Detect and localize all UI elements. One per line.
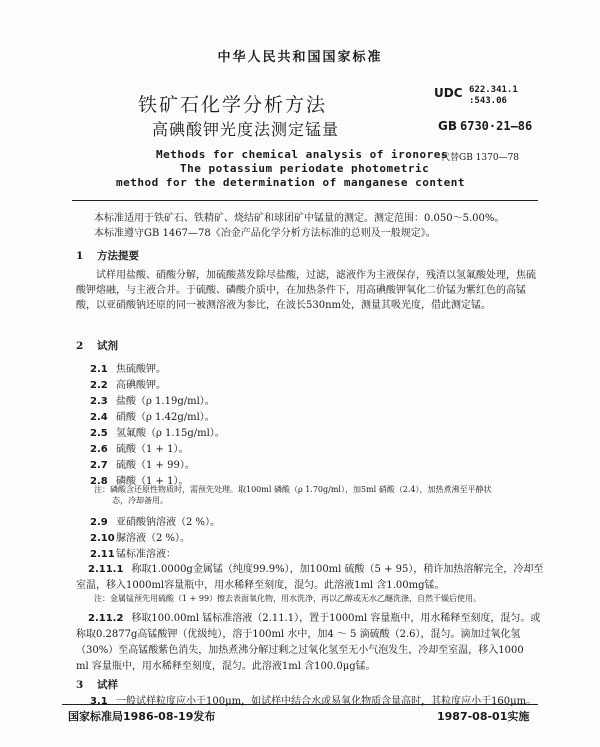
effective-date: 1987-08-01实施 xyxy=(437,710,530,723)
udc-code xyxy=(469,85,518,107)
reagent-item: 2.1 焦硫酸钾。 xyxy=(90,364,166,375)
section-2-num: 2 xyxy=(76,340,84,352)
manganese-std-2112-line2: 称取0.2877g高锰酸钾（优级纯），溶于100ml 水中，加4 ～ 5 滴硫酸（2.6），混匀。滴加过氧化氢 xyxy=(76,629,521,640)
header-divider xyxy=(72,200,538,201)
udc-code-line2: :543.06 xyxy=(469,96,507,106)
reagent-item: 2.2 高碘酸钾。 xyxy=(90,380,166,391)
title-line-1: 铁矿石化学分析方法 xyxy=(138,94,328,116)
section-3-num: 3 xyxy=(76,679,84,691)
title-line-2: 高碘酸钾光度法测定锰量 xyxy=(152,120,340,139)
reagent-item: 2.6 硫酸（1 + 1）。 xyxy=(90,444,189,455)
manganese-std-2111-line2: 室温，移入1000ml容量瓶中，用水稀释至刻度，混匀。此溶液1ml 含1.00mg锰。 xyxy=(76,580,445,591)
udc-code-line1: 622.341.1 xyxy=(469,85,518,95)
issue-date: 国家标准局1986-08-19发布 xyxy=(68,710,216,723)
section-3-title: 试样 xyxy=(96,679,118,691)
reagent-item: 2.8 磷酸（1 + 1）。 xyxy=(90,476,189,487)
english-title-line1: Methods for chemical analysis of ironores xyxy=(156,148,449,161)
reagent-item: 2.11锰标准溶液： xyxy=(90,549,176,560)
manganese-std-2112-line1: 2.11.2 移取100.00ml 锰标准溶液（2.11.1），置于1000ml 容量瓶中，用水稀释至刻度，混匀。或 xyxy=(88,613,541,624)
standard-name: 中华人民共和国国家标准 xyxy=(217,50,383,65)
section-1-title: 方法提要 xyxy=(96,250,139,262)
manganese-metal-note: 注：金属锰预先用硫酸（1 + 99）擦去表面氧化物，用水洗净，再以乙醇或无水乙醚洗涤，自然干燥后使用。 xyxy=(94,594,482,603)
clause-3-1-text: 一般试样粒度应小于100μm，如试样中结合水或易氧化物质含量高时，其粒度应小于160μm。 xyxy=(116,696,537,707)
clause-2111-num: 2.11.1 xyxy=(88,564,124,575)
section-2-heading xyxy=(76,338,118,353)
manganese-std-2111-line1: 2.11.1 称取1.0000g金属锰（纯度99.9%），加100ml 硫酸（5 + 95），稍许加热溶解完全，冷却至 xyxy=(88,564,544,575)
reagent-item: 2.9 亚硝酸钠溶液（2 %）。 xyxy=(90,517,221,528)
gb-code: 6730·21—86 xyxy=(460,119,533,133)
intro-scope: 本标准适用于铁矿石、铁精矿、烧结矿和球团矿中锰量的测定。测定范围：0.050～5.00%。 xyxy=(94,213,505,224)
clause-3-1-num: 3.1 xyxy=(90,696,108,707)
reagent-item: 2.7 硫酸（1 + 99）。 xyxy=(90,460,195,471)
section-1-text: 试样用盐酸、硝酸分解，加硫酸蒸发除尽盐酸，过滤，滤液作为主液保存，残渣以氢氟酸处理，焦硫酸钾熔融，与主液合并。于硫酸、磷酸介质中，在加热条件下，用高碘酸钾氧化二价锰为紫红色的高锰酸，以亚硝酸钠还原的同一被测溶液为参比，在波长530nm处，测量其吸光度，借此测定锰。 xyxy=(76,270,536,311)
section-1-heading xyxy=(76,248,139,263)
udc-label: UDC xyxy=(434,86,463,100)
reagent-list-2 xyxy=(90,510,220,558)
reagent-item: 2.10脲溶液（2 %）。 xyxy=(90,533,191,544)
english-title-line2: The potassium periodate photometric xyxy=(180,162,430,175)
section-2-title: 试剂 xyxy=(96,340,118,352)
reagent-list xyxy=(90,357,225,485)
phosphoric-acid-note-line1: 注：磷酸含还原性物质时，需预先处理。取100ml 磷酸（ρ 1.70g/ml），加5ml 硝酸（2.4），加热煮沸至平静状 xyxy=(94,485,492,494)
manganese-std-2112-line3: （30%）至高锰酸紫色消失，加热煮沸分解过剩之过氧化氢至无小气泡发生，冷却至室温，移入1000 xyxy=(76,645,524,656)
footer-divider xyxy=(62,704,538,705)
intro-compliance: 本标准遵守GB 1467—78《冶金产品化学分析方法标准的总则及一般规定》。 xyxy=(94,228,436,239)
gb-label: GB xyxy=(438,119,457,133)
phosphoric-acid-note-line2: 态，冷却备用。 xyxy=(112,496,168,505)
reagent-item: 2.3 盐酸（ρ 1.19g/ml）。 xyxy=(90,396,215,407)
manganese-std-2112-line4: ml 容量瓶中，用水稀释至刻度，混匀。此溶液1ml 含100.0μg锰。 xyxy=(76,661,376,672)
section-1-num: 1 xyxy=(76,250,84,262)
clause-2112-num: 2.11.2 xyxy=(88,613,124,624)
replaces-note: 代替GB 1370—78 xyxy=(441,153,520,163)
reagent-item: 2.4 硝酸（ρ 1.42g/ml）。 xyxy=(90,412,215,423)
section-3-heading xyxy=(76,677,118,692)
english-title-line3: method for the determination of manganese content xyxy=(116,176,466,189)
reagent-item: 2.5 氢氟酸（ρ 1.15g/ml）。 xyxy=(90,428,225,439)
